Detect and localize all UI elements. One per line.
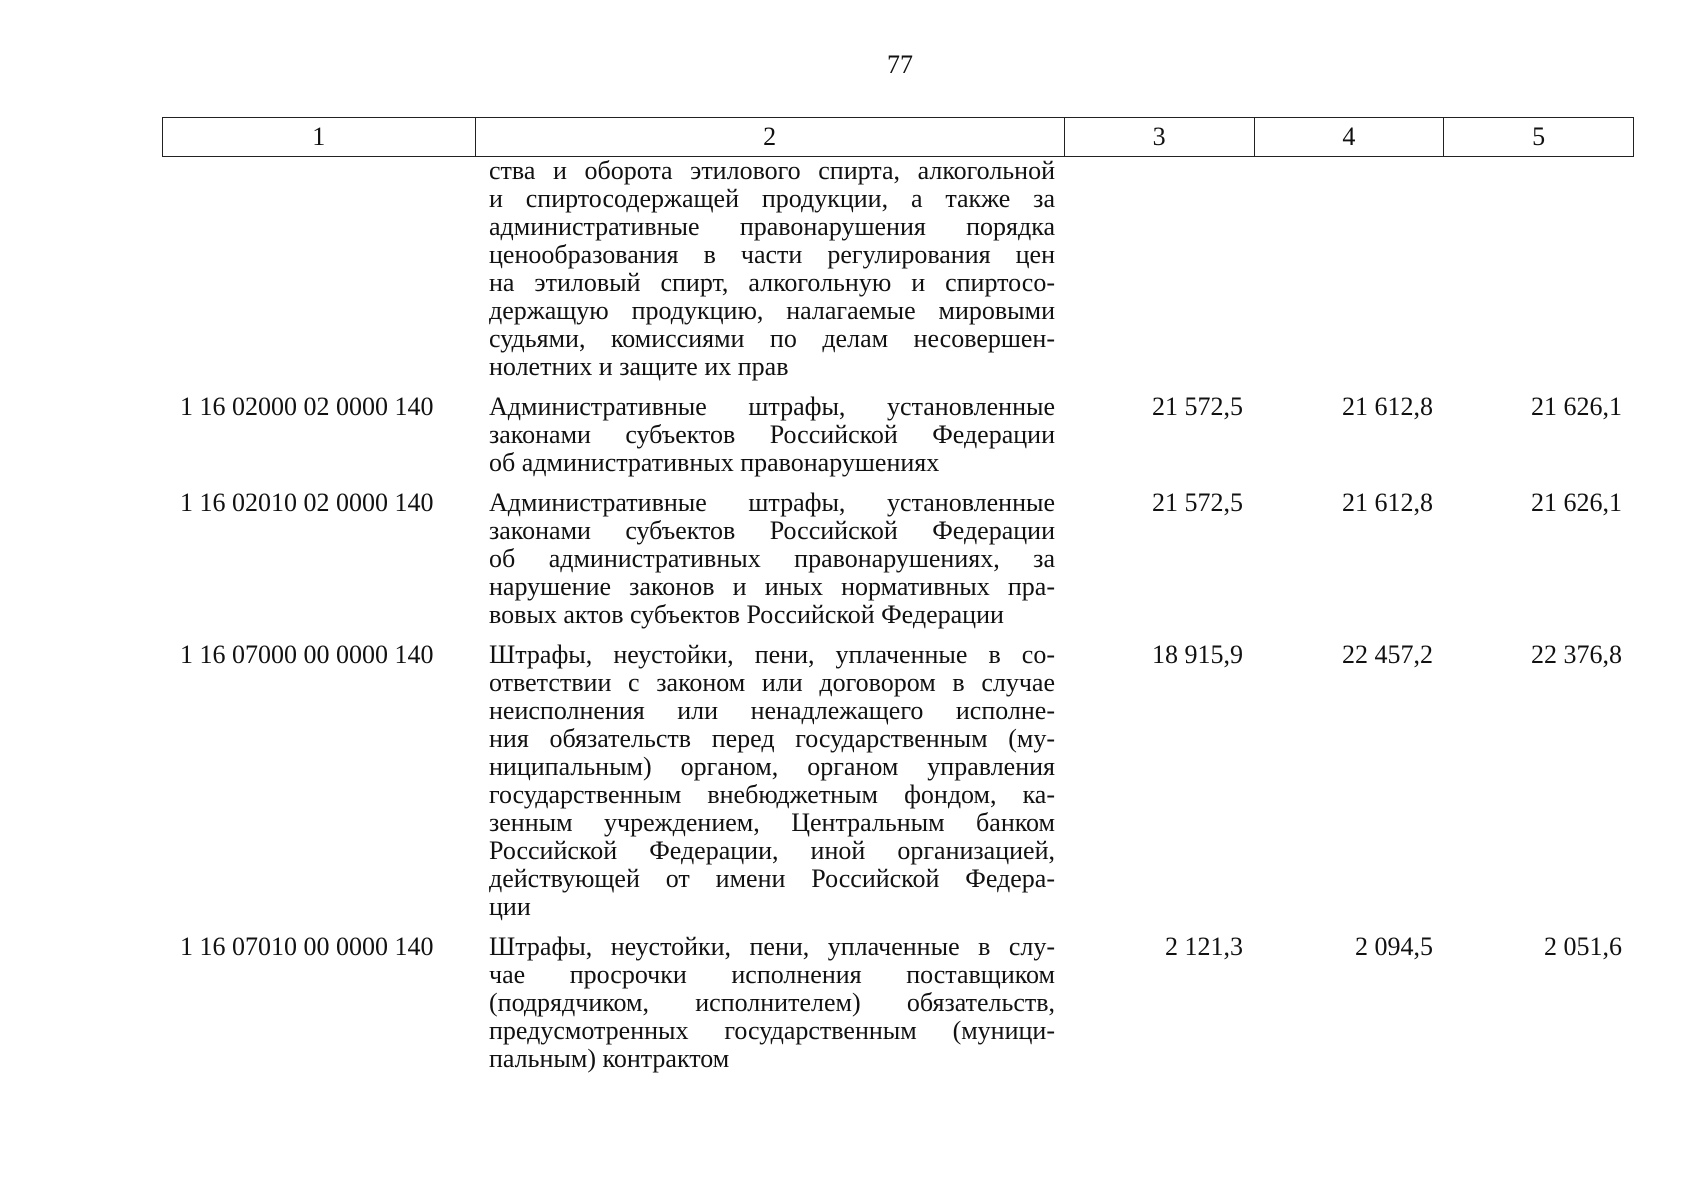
table-header bbox=[162, 117, 1634, 157]
revenue-name-line: административные правонарушения порядка bbox=[489, 213, 1055, 241]
revenue-name-cell bbox=[475, 489, 1065, 629]
revenue-name-cell bbox=[475, 641, 1065, 921]
amount-col-4-cell bbox=[1255, 157, 1445, 381]
revenue-name-line: действующей от имени Российской Федера- bbox=[489, 865, 1055, 893]
budget-code-cell: 1 16 02010 02 0000 140 bbox=[180, 488, 434, 517]
revenue-name-line: ства и оборота этилового спирта, алкогольной bbox=[489, 157, 1055, 185]
revenue-name-line: законами субъектов Российской Федерации bbox=[489, 517, 1055, 545]
revenue-name-line: на этиловый спирт, алкогольную и спиртосо- bbox=[489, 269, 1055, 297]
revenue-name-line: судьями, комиссиями по делам несовершен- bbox=[489, 325, 1055, 353]
amount-col-4-cell: 21 612,8 bbox=[1342, 488, 1433, 517]
revenue-name-line: ниципальным) органом, органом управления bbox=[489, 753, 1055, 781]
revenue-name-line: и спиртосодержащей продукции, а также за bbox=[489, 185, 1055, 213]
amount-col-3-cell: 21 572,5 bbox=[1152, 488, 1243, 517]
revenue-name-cell bbox=[475, 157, 1065, 381]
table-row bbox=[162, 641, 1634, 921]
revenue-name-line: вовых актов субъектов Российской Федерации bbox=[489, 601, 1004, 629]
header-col-4: 4 bbox=[1255, 118, 1445, 156]
amount-col-5-cell: 21 626,1 bbox=[1531, 488, 1622, 517]
budget-code-cell: 1 16 07000 00 0000 140 bbox=[180, 640, 434, 669]
amount-col-3-cell bbox=[1065, 157, 1255, 381]
revenue-name-line: зенным учреждением, Центральным банком bbox=[489, 809, 1055, 837]
header-col-2: 2 bbox=[476, 118, 1065, 156]
budget-code-cell: 1 16 07010 00 0000 140 bbox=[180, 932, 434, 961]
revenue-name-cell bbox=[475, 933, 1065, 1073]
revenue-name-line: неисполнения или ненадлежащего исполне- bbox=[489, 697, 1055, 725]
revenue-name-line: Штрафы, неустойки, пени, уплаченные в со- bbox=[489, 641, 1055, 669]
amount-col-3-cell: 18 915,9 bbox=[1152, 640, 1243, 669]
revenue-name-line: пальным) контрактом bbox=[489, 1045, 730, 1073]
page-number: 77 bbox=[887, 50, 913, 79]
revenue-name-line: Административные штрафы, установленные bbox=[489, 489, 1055, 517]
amount-col-4-cell: 22 457,2 bbox=[1342, 640, 1433, 669]
revenue-name-line: об административных правонарушениях bbox=[489, 449, 940, 477]
revenue-name-line: государственным внебюджетным фондом, ка- bbox=[489, 781, 1055, 809]
table-body bbox=[162, 157, 1634, 1073]
header-col-3: 3 bbox=[1065, 118, 1255, 156]
revenue-name-line: нарушение законов и иных нормативных пра- bbox=[489, 573, 1055, 601]
revenue-name-line: (подрядчиком, исполнителем) обязательств, bbox=[489, 989, 1055, 1017]
budget-code-cell: 1 16 02000 02 0000 140 bbox=[180, 392, 434, 421]
table-row bbox=[162, 489, 1634, 629]
table-row bbox=[162, 393, 1634, 477]
revenue-name-line: законами субъектов Российской Федерации bbox=[489, 421, 1055, 449]
table-row bbox=[162, 157, 1634, 381]
header-col-1: 1 bbox=[163, 118, 476, 156]
amount-col-5-cell: 21 626,1 bbox=[1531, 392, 1622, 421]
header-col-5: 5 bbox=[1532, 122, 1546, 151]
revenue-name-line: ния обязательств перед государственным (му- bbox=[489, 725, 1055, 753]
revenue-name-cell bbox=[475, 393, 1065, 477]
revenue-name-line: Российской Федерации, иной организацией, bbox=[489, 837, 1055, 865]
amount-col-3-cell: 2 121,3 bbox=[1165, 932, 1243, 961]
revenue-name-line: ответствии с законом или договором в случае bbox=[489, 669, 1055, 697]
revenue-name-line: Административные штрафы, установленные bbox=[489, 393, 1055, 421]
amount-col-5-cell: 2 051,6 bbox=[1544, 932, 1622, 961]
revenue-name-line: ции bbox=[489, 893, 531, 921]
amount-col-4-cell: 2 094,5 bbox=[1355, 932, 1433, 961]
revenue-name-line: об административных правонарушениях, за bbox=[489, 545, 1055, 573]
revenue-name-line: нолетних и защите их прав bbox=[489, 353, 789, 381]
revenue-name-line: чае просрочки исполнения поставщиком bbox=[489, 961, 1055, 989]
amount-col-3-cell: 21 572,5 bbox=[1152, 392, 1243, 421]
amount-col-5-cell bbox=[1445, 157, 1634, 381]
revenue-name-line: предусмотренных государственным (муници- bbox=[489, 1017, 1055, 1045]
budget-code-cell bbox=[162, 157, 475, 381]
amount-col-5-cell: 22 376,8 bbox=[1531, 640, 1622, 669]
revenue-name-line: Штрафы, неустойки, пени, уплаченные в слу- bbox=[489, 933, 1055, 961]
revenue-name-line: ценообразования в части регулирования цен bbox=[489, 241, 1055, 269]
amount-col-4-cell: 21 612,8 bbox=[1342, 392, 1433, 421]
table-row bbox=[162, 933, 1634, 1073]
revenue-name-line: держащую продукцию, налагаемые мировыми bbox=[489, 297, 1055, 325]
